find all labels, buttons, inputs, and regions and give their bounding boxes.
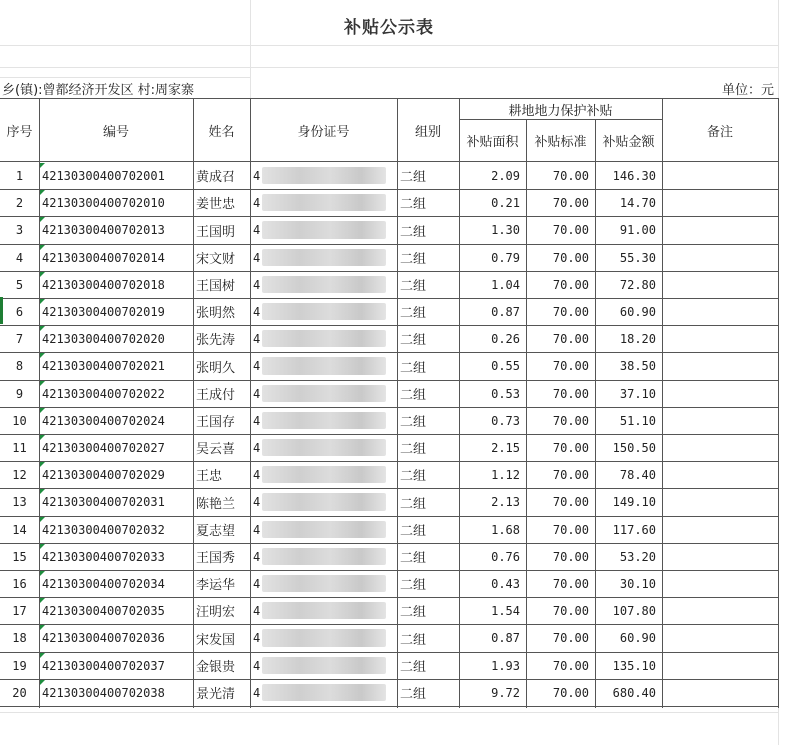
id-number-redaction [262, 357, 386, 375]
cell-seq[interactable]: 14 [12, 522, 27, 537]
cell-name[interactable]: 王国存 [196, 415, 236, 430]
id-number-redaction [262, 657, 386, 674]
cell-area[interactable]: 9.72 [491, 685, 520, 700]
cell-standard[interactable]: 70.00 [552, 467, 589, 482]
cell-error-indicator-icon [40, 625, 45, 630]
cell-amount[interactable]: 60.90 [619, 304, 656, 319]
cell-id-number[interactable]: 4 [253, 495, 261, 509]
cell-error-indicator-icon [40, 272, 45, 277]
id-number-redaction [262, 385, 386, 402]
cell-remark[interactable] [662, 244, 778, 271]
id-number-redaction [262, 548, 386, 565]
cell-amount[interactable]: 91.00 [619, 223, 656, 237]
cell-remark[interactable] [662, 298, 778, 325]
cell-area[interactable]: 0.26 [491, 331, 520, 346]
cell-group[interactable]: 二组 [400, 578, 427, 593]
header-remark: 备注 [706, 124, 733, 140]
cell-amount[interactable]: 680.40 [612, 685, 656, 700]
cell-code[interactable]: 42130300400702034 [42, 576, 165, 591]
cell-area[interactable]: 2.09 [491, 168, 520, 183]
cell-group[interactable]: 二组 [400, 279, 427, 294]
cell-seq[interactable]: 15 [12, 549, 27, 564]
cell-code[interactable]: 42130300400702037 [42, 658, 165, 673]
cell-error-indicator-icon [40, 353, 45, 358]
cell-id-number[interactable]: 4 [253, 685, 261, 700]
cell-seq[interactable]: 4 [15, 250, 24, 265]
cell-standard[interactable]: 70.00 [552, 440, 589, 455]
cell-seq[interactable]: 10 [12, 413, 27, 428]
cell-code[interactable]: 42130300400702018 [42, 277, 165, 292]
cell-code[interactable]: 42130300400702020 [42, 331, 165, 346]
id-number-redaction [262, 575, 386, 592]
cell-amount[interactable]: 51.10 [619, 413, 656, 428]
cell-seq[interactable]: 16 [12, 576, 27, 591]
cell-id-number[interactable]: 4 [253, 331, 261, 346]
cell-group[interactable]: 二组 [400, 442, 427, 457]
cell-code[interactable]: 42130300400702021 [42, 359, 165, 373]
cell-area[interactable]: 1.04 [491, 277, 520, 292]
cell-remark[interactable] [662, 271, 778, 298]
cell-standard[interactable]: 70.00 [552, 549, 589, 564]
cell-code[interactable]: 42130300400702031 [42, 495, 165, 509]
cell-id-number[interactable]: 4 [253, 576, 261, 591]
cell-remark[interactable] [662, 189, 778, 216]
cell-seq[interactable]: 8 [15, 359, 24, 373]
cell-standard[interactable]: 70.00 [552, 223, 589, 237]
id-number-redaction [262, 221, 386, 239]
cell-remark[interactable] [662, 434, 778, 461]
cell-amount[interactable]: 117.60 [612, 522, 656, 537]
cell-group[interactable]: 二组 [400, 551, 427, 566]
cell-standard[interactable]: 70.00 [552, 685, 589, 700]
header-code: 编号 [102, 124, 129, 140]
cell-group[interactable]: 二组 [400, 360, 427, 376]
id-number-redaction [262, 466, 386, 483]
header-subsidy-group: 耕地地力保护补贴 [508, 103, 613, 119]
cell-remark[interactable] [662, 352, 778, 380]
cell-name[interactable]: 李运华 [196, 578, 236, 593]
cell-standard[interactable]: 70.00 [552, 331, 589, 346]
row-selection-marker [0, 297, 3, 324]
cell-remark[interactable] [662, 652, 778, 679]
cell-error-indicator-icon [40, 408, 45, 413]
cell-seq[interactable]: 6 [15, 304, 24, 319]
cell-standard[interactable]: 70.00 [552, 495, 589, 509]
cell-group[interactable]: 二组 [400, 224, 427, 240]
cell-name[interactable]: 夏志望 [196, 524, 236, 539]
cell-id-number[interactable]: 4 [253, 549, 261, 564]
cell-seq[interactable]: 19 [12, 658, 27, 673]
cell-seq[interactable]: 11 [12, 440, 27, 455]
id-number-redaction [262, 684, 386, 701]
cell-error-indicator-icon [40, 326, 45, 331]
id-number-redaction [262, 439, 386, 456]
cell-area[interactable]: 2.15 [491, 440, 520, 455]
cell-seq[interactable]: 18 [12, 631, 27, 645]
cell-code[interactable]: 42130300400702010 [42, 195, 165, 210]
cell-code[interactable]: 42130300400702027 [42, 440, 165, 455]
cell-name[interactable]: 王国树 [196, 279, 236, 294]
cell-area[interactable]: 2.13 [491, 495, 520, 509]
cell-amount[interactable]: 18.20 [619, 331, 656, 346]
cell-remark[interactable] [662, 624, 778, 652]
cell-id-number[interactable]: 4 [253, 386, 261, 401]
cell-name[interactable]: 姜世忠 [196, 197, 236, 212]
cell-group[interactable]: 二组 [400, 333, 427, 348]
cell-standard[interactable]: 70.00 [552, 631, 589, 645]
cell-error-indicator-icon [40, 489, 45, 494]
id-number-redaction [262, 194, 386, 211]
cell-error-indicator-icon [40, 598, 45, 603]
cell-remark[interactable] [662, 516, 778, 543]
cell-id-number[interactable]: 4 [253, 440, 261, 455]
cell-name[interactable]: 陈艳兰 [196, 496, 236, 512]
cell-area[interactable]: 0.73 [491, 413, 520, 428]
cell-standard[interactable]: 70.00 [552, 277, 589, 292]
cell-area[interactable]: 0.21 [491, 195, 520, 210]
cell-remark[interactable] [662, 380, 778, 407]
cell-name[interactable]: 金银贵 [196, 660, 236, 675]
cell-seq[interactable]: 12 [12, 467, 27, 482]
cell-group[interactable]: 二组 [400, 170, 427, 185]
cell-amount[interactable]: 78.40 [619, 467, 656, 482]
cell-id-number[interactable]: 4 [253, 250, 261, 265]
cell-seq[interactable]: 2 [15, 195, 24, 210]
cell-name[interactable]: 宋文财 [196, 252, 236, 267]
table-title: 补贴公示表 [344, 17, 434, 38]
cell-name[interactable]: 王国秀 [196, 551, 236, 566]
cell-amount[interactable]: 149.10 [612, 495, 656, 509]
cell-area[interactable]: 0.43 [491, 576, 520, 591]
cell-name[interactable]: 张明久 [196, 360, 236, 376]
cell-amount[interactable]: 14.70 [619, 195, 656, 210]
cell-amount[interactable]: 38.50 [619, 359, 656, 373]
cell-code[interactable]: 42130300400702013 [42, 223, 165, 237]
cell-id-number[interactable]: 4 [253, 603, 261, 618]
cell-group[interactable]: 二组 [400, 388, 427, 403]
cell-name[interactable]: 张先涛 [196, 333, 236, 348]
cell-standard[interactable]: 70.00 [552, 250, 589, 265]
cell-remark[interactable] [662, 597, 778, 624]
cell-area[interactable]: 0.87 [491, 631, 520, 645]
cell-remark[interactable] [662, 407, 778, 434]
cell-id-number[interactable]: 4 [253, 467, 261, 482]
cell-id-number[interactable]: 4 [253, 413, 261, 428]
cell-id-number[interactable]: 4 [253, 277, 261, 292]
cell-area[interactable]: 0.87 [491, 304, 520, 319]
cell-remark[interactable] [662, 216, 778, 244]
cell-code[interactable]: 42130300400702019 [42, 304, 165, 319]
cell-area[interactable]: 0.55 [491, 359, 520, 373]
cell-seq[interactable]: 7 [15, 331, 24, 346]
cell-standard[interactable]: 70.00 [552, 386, 589, 401]
cell-id-number[interactable]: 4 [253, 304, 261, 319]
cell-amount[interactable]: 30.10 [619, 576, 656, 591]
cell-name[interactable]: 张明然 [196, 306, 236, 321]
cell-remark[interactable] [662, 570, 778, 597]
cell-standard[interactable]: 70.00 [552, 359, 589, 373]
header-name: 姓名 [208, 124, 235, 140]
cell-area[interactable]: 0.53 [491, 386, 520, 401]
cell-error-indicator-icon [40, 544, 45, 549]
cell-code[interactable]: 42130300400702036 [42, 631, 165, 645]
cell-standard[interactable]: 70.00 [552, 658, 589, 673]
cell-error-indicator-icon [40, 190, 45, 195]
cell-name[interactable]: 景光清 [196, 687, 236, 702]
cell-name[interactable]: 王国明 [196, 224, 236, 240]
cell-standard[interactable]: 70.00 [552, 522, 589, 537]
header-amount: 补贴金额 [602, 134, 655, 150]
cell-area[interactable]: 1.54 [491, 603, 520, 618]
unit-label: 单位：元 [721, 82, 774, 98]
cell-area[interactable]: 0.79 [491, 250, 520, 265]
cell-name[interactable]: 王成付 [196, 388, 236, 403]
cell-error-indicator-icon [40, 653, 45, 658]
cell-code[interactable]: 42130300400702029 [42, 467, 165, 482]
cell-group[interactable]: 二组 [400, 660, 427, 675]
cell-remark[interactable] [662, 679, 778, 706]
cell-amount[interactable]: 135.10 [612, 658, 656, 673]
cell-amount[interactable]: 55.30 [619, 250, 656, 265]
cell-name[interactable]: 黄成召 [196, 170, 236, 185]
header-area: 补贴面积 [466, 134, 519, 150]
cell-remark[interactable] [662, 461, 778, 488]
cell-group[interactable]: 二组 [400, 252, 427, 267]
cell-group[interactable]: 二组 [400, 415, 427, 430]
cell-error-indicator-icon [40, 435, 45, 440]
cell-seq[interactable]: 13 [12, 495, 27, 509]
cell-group[interactable]: 二组 [400, 687, 427, 702]
cell-amount[interactable]: 107.80 [612, 603, 656, 618]
cell-remark[interactable] [662, 162, 778, 189]
cell-name[interactable]: 宋发国 [196, 632, 236, 648]
cell-name[interactable]: 汪明宏 [196, 605, 236, 620]
id-number-redaction [262, 303, 386, 320]
cell-amount[interactable]: 37.10 [619, 386, 656, 401]
location-label: 乡(镇):曾都经济开发区 村:周家寨 [2, 82, 195, 98]
cell-standard[interactable]: 70.00 [552, 603, 589, 618]
cell-amount[interactable]: 150.50 [612, 440, 656, 455]
cell-code[interactable]: 42130300400702001 [42, 168, 165, 183]
cell-area[interactable]: 1.93 [491, 658, 520, 673]
cell-seq[interactable]: 1 [15, 168, 24, 183]
cell-code[interactable]: 42130300400702035 [42, 603, 165, 618]
cell-error-indicator-icon [40, 517, 45, 522]
id-number-redaction [262, 249, 386, 266]
cell-code[interactable]: 42130300400702022 [42, 386, 165, 401]
cell-amount[interactable]: 72.80 [619, 277, 656, 292]
cell-group[interactable]: 二组 [400, 605, 427, 620]
cell-code[interactable]: 42130300400702032 [42, 522, 165, 537]
cell-id-number[interactable]: 4 [253, 223, 261, 237]
cell-area[interactable]: 0.76 [491, 549, 520, 564]
id-number-redaction [262, 167, 386, 184]
cell-remark[interactable] [662, 325, 778, 352]
id-number-redaction [262, 330, 386, 347]
cell-group[interactable]: 二组 [400, 306, 427, 321]
cell-seq[interactable]: 9 [15, 386, 24, 401]
id-number-redaction [262, 521, 386, 538]
cell-error-indicator-icon [40, 462, 45, 467]
header-seq: 序号 [6, 124, 33, 140]
cell-remark[interactable] [662, 488, 778, 516]
cell-group[interactable]: 二组 [400, 496, 427, 512]
cell-id-number[interactable]: 4 [253, 631, 261, 645]
header-id-number: 身份证号 [297, 124, 350, 140]
cell-group[interactable]: 二组 [400, 524, 427, 539]
cell-amount[interactable]: 60.90 [619, 631, 656, 645]
cell-error-indicator-icon [40, 163, 45, 168]
cell-error-indicator-icon [40, 299, 45, 304]
id-number-redaction [262, 602, 386, 619]
cell-remark[interactable] [662, 543, 778, 570]
cell-group[interactable]: 二组 [400, 632, 427, 648]
cell-amount[interactable]: 53.20 [619, 549, 656, 564]
cell-seq[interactable]: 20 [12, 685, 27, 700]
cell-error-indicator-icon [40, 245, 45, 250]
header-standard: 补贴标准 [534, 134, 587, 150]
cell-name[interactable]: 王忠 [196, 469, 223, 484]
cell-code[interactable]: 42130300400702014 [42, 250, 165, 265]
cell-group[interactable]: 二组 [400, 197, 427, 212]
id-number-redaction [262, 493, 386, 511]
cell-id-number[interactable]: 4 [253, 522, 261, 537]
cell-area[interactable]: 1.68 [491, 522, 520, 537]
cell-standard[interactable]: 70.00 [552, 195, 589, 210]
cell-name[interactable]: 吴云喜 [196, 442, 236, 457]
cell-seq[interactable]: 3 [15, 223, 24, 237]
cell-area[interactable]: 1.12 [491, 467, 520, 482]
header-group: 组别 [414, 124, 441, 140]
cell-standard[interactable]: 70.00 [552, 576, 589, 591]
cell-error-indicator-icon [40, 381, 45, 386]
cell-error-indicator-icon [40, 217, 45, 222]
cell-area[interactable]: 1.30 [491, 223, 520, 237]
cell-error-indicator-icon [40, 571, 45, 576]
cell-id-number[interactable]: 4 [253, 359, 261, 373]
cell-code[interactable]: 42130300400702033 [42, 549, 165, 564]
cell-seq[interactable]: 17 [12, 603, 27, 618]
cell-standard[interactable]: 70.00 [552, 168, 589, 183]
id-number-redaction [262, 276, 386, 293]
cell-group[interactable]: 二组 [400, 469, 427, 484]
cell-code[interactable]: 42130300400702038 [42, 685, 165, 700]
cell-id-number[interactable]: 4 [253, 658, 261, 673]
cell-error-indicator-icon [40, 680, 45, 685]
cell-seq[interactable]: 5 [15, 277, 24, 292]
cell-id-number[interactable]: 4 [253, 195, 261, 210]
id-number-redaction [262, 412, 386, 429]
cell-amount[interactable]: 146.30 [612, 168, 656, 183]
id-number-redaction [262, 629, 386, 647]
cell-standard[interactable]: 70.00 [552, 413, 589, 428]
cell-code[interactable]: 42130300400702024 [42, 413, 165, 428]
cell-standard[interactable]: 70.00 [552, 304, 589, 319]
cell-id-number[interactable]: 4 [253, 168, 261, 183]
